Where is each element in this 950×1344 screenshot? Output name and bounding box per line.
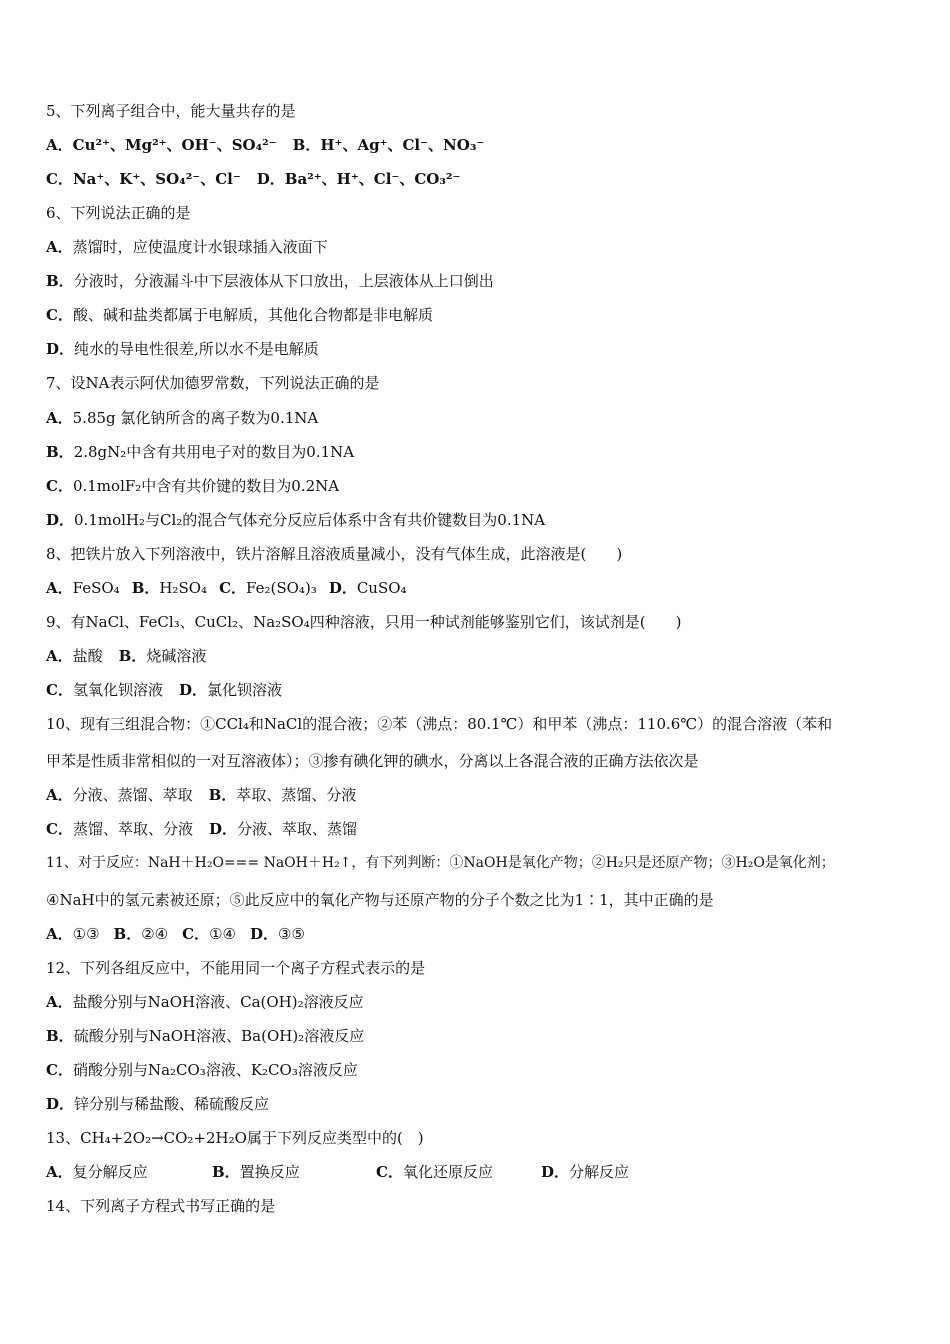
option-b-label: B． bbox=[131, 579, 160, 597]
option-c: 硝酸分别与Na₂CO₃溶液、K₂CO₃溶液反应 bbox=[72, 1061, 358, 1079]
option-c: Na⁺、K⁺、SO₄²⁻、Cl⁻ bbox=[72, 170, 241, 188]
option-c-label: C． bbox=[182, 925, 210, 943]
question-7-option-a bbox=[46, 408, 910, 428]
option-d: Ba²⁺、H⁺、Cl⁻、CO₃²⁻ bbox=[284, 170, 461, 188]
question-9-options-ab bbox=[46, 646, 910, 666]
question-number: 10、 bbox=[46, 715, 81, 733]
option-a-label: A． bbox=[46, 1163, 73, 1181]
question-text-continued: 甲苯是性质非常相似的一对互溶液体）；③掺有碘化钾的碘水，分离以上各混合液的正确方法依次是 bbox=[46, 752, 699, 770]
option-a-label: A． bbox=[46, 786, 73, 804]
option-a: 分液、蒸馏、萃取 bbox=[72, 786, 193, 804]
option-a: 蒸馏时，应使温度计水银球插入液面下 bbox=[72, 238, 328, 256]
question-number: 9、 bbox=[46, 613, 71, 631]
option-d: 纯水的导电性很差,所以水不是电解质 bbox=[74, 340, 319, 358]
question-8-options bbox=[46, 578, 910, 598]
question-12-option-b bbox=[46, 1026, 910, 1046]
option-d-label: D． bbox=[46, 340, 75, 358]
option-a-label: A． bbox=[46, 136, 73, 154]
option-c: 氢氧化钡溶液 bbox=[72, 681, 163, 699]
question-text: CH₄+2O₂→CO₂+2H₂O属于下列反应类型中的( ) bbox=[80, 1129, 424, 1147]
question-number: 11、 bbox=[46, 855, 78, 871]
question-12-option-c bbox=[46, 1060, 910, 1080]
question-text: 对于反应：NaH＋H₂O=== NaOH＋H₂↑，有下列判断：①NaOH是氧化产物；②H₂只是还原产物；③H₂O是氧化剂； bbox=[77, 855, 835, 871]
question-6-stem bbox=[46, 203, 910, 223]
question-text: 下列离子组合中，能大量共存的是 bbox=[70, 102, 296, 120]
option-b-label: B． bbox=[46, 272, 74, 290]
question-10-stem-line-2 bbox=[46, 751, 910, 771]
question-9-stem bbox=[46, 612, 910, 632]
question-number: 8、 bbox=[46, 545, 71, 563]
question-text: 设NA表示阿伏加德罗常数，下列说法正确的是 bbox=[70, 374, 380, 392]
option-c-label: C． bbox=[46, 681, 73, 699]
question-7-stem bbox=[46, 373, 910, 393]
question-text: 把铁片放入下列溶液中，铁片溶解且溶液质量减小，没有气体生成，此溶液是( ) bbox=[70, 545, 623, 563]
question-text-continued: ④NaH中的氢元素被还原；⑤此反应中的氧化产物与还原产物的分子个数之比为1∶1，其中正确的是 bbox=[46, 891, 714, 909]
question-6-option-c bbox=[46, 305, 910, 325]
option-a-label: A． bbox=[46, 647, 73, 665]
question-7-option-b bbox=[46, 442, 910, 462]
question-12-option-a bbox=[46, 992, 910, 1012]
question-5-options-cd bbox=[46, 169, 910, 189]
option-a: 盐酸分别与NaOH溶液、Ca(OH)₂溶液反应 bbox=[72, 993, 364, 1011]
option-d-label: D． bbox=[250, 925, 279, 943]
question-8-stem bbox=[46, 544, 910, 564]
option-d-label: D． bbox=[46, 511, 75, 529]
option-a: 盐酸 bbox=[72, 647, 103, 665]
option-a: FeSO₄ bbox=[72, 579, 120, 597]
option-c: 蒸馏、萃取、分液 bbox=[72, 820, 193, 838]
option-c-label: C． bbox=[46, 820, 73, 838]
option-a-label: A． bbox=[46, 579, 73, 597]
question-9-options-cd bbox=[46, 680, 910, 700]
question-14-stem bbox=[46, 1196, 910, 1216]
option-a-label: A． bbox=[46, 925, 73, 943]
question-number: 7、 bbox=[46, 374, 71, 392]
option-c: Fe₂(SO₄)₃ bbox=[246, 579, 317, 597]
option-c-label: C． bbox=[376, 1163, 403, 1181]
question-5-options-ab bbox=[46, 135, 910, 155]
option-a: 5.85g 氯化钠所含的离子数为0.1NA bbox=[72, 409, 319, 427]
option-d-label: D． bbox=[46, 1095, 75, 1113]
question-12-option-d bbox=[46, 1094, 910, 1114]
question-6-option-a bbox=[46, 237, 910, 257]
question-10-options-cd bbox=[46, 819, 910, 839]
question-number: 12、 bbox=[46, 959, 81, 977]
question-5-stem bbox=[46, 101, 910, 121]
option-c-label: C． bbox=[219, 579, 247, 597]
option-a-label: A． bbox=[46, 993, 73, 1011]
option-b-label: B． bbox=[212, 1163, 240, 1181]
option-d-label: D． bbox=[541, 1163, 570, 1181]
option-c-label: C． bbox=[46, 477, 73, 495]
option-a: 复分解反应 bbox=[72, 1163, 148, 1181]
option-d: ③⑤ bbox=[278, 925, 305, 943]
option-d-label: D． bbox=[256, 170, 285, 188]
option-c-label: C． bbox=[46, 170, 73, 188]
question-text: 有NaCl、FeCl₃、CuCl₂、Na₂SO₄四种溶液，只用一种试剂能够鉴别它们，该试剂是( ) bbox=[70, 613, 682, 631]
option-b: ②④ bbox=[141, 925, 169, 943]
option-b-label: B． bbox=[46, 443, 74, 461]
option-c: 氧化还原反应 bbox=[402, 1163, 493, 1181]
option-b: H₂SO₄ bbox=[159, 579, 208, 597]
option-b: 分液时，分液漏斗中下层液体从下口放出，上层液体从上口倒出 bbox=[73, 272, 494, 290]
question-13-stem bbox=[46, 1128, 910, 1148]
question-7-option-d bbox=[46, 510, 910, 530]
option-b: 萃取、蒸馏、分液 bbox=[236, 786, 357, 804]
question-11-options bbox=[46, 924, 910, 944]
option-c: 0.1molF₂中含有共价键的数目为0.2NA bbox=[72, 477, 340, 495]
question-text: 现有三组混合物：①CCl₄和NaCl的混合液；②苯（沸点：80.1℃）和甲苯（沸点：110.6℃）的混合溶液（苯和 bbox=[80, 715, 833, 733]
option-b: 烧碱溶液 bbox=[146, 647, 207, 665]
option-d: 0.1molH₂与Cl₂的混合气体充分反应后体系中含有共价键数目为0.1NA bbox=[74, 511, 546, 529]
question-number: 14、 bbox=[46, 1197, 81, 1215]
option-b: 硫酸分别与NaOH溶液、Ba(OH)₂溶液反应 bbox=[73, 1027, 365, 1045]
option-d: 锌分别与稀盐酸、稀硫酸反应 bbox=[74, 1095, 270, 1113]
option-d-label: D． bbox=[328, 579, 357, 597]
option-d-label: D． bbox=[178, 681, 207, 699]
question-6-option-d bbox=[46, 339, 910, 359]
option-b-label: B． bbox=[118, 647, 147, 665]
option-a-label: A． bbox=[46, 409, 73, 427]
option-d-label: D． bbox=[208, 820, 237, 838]
option-d: 氯化钡溶液 bbox=[206, 681, 282, 699]
question-text: 下列离子方程式书写正确的是 bbox=[80, 1197, 276, 1215]
option-b: H⁺、Ag⁺、Cl⁻、NO₃⁻ bbox=[320, 136, 485, 154]
option-c-label: C． bbox=[46, 306, 73, 324]
option-b-label: B． bbox=[292, 136, 321, 154]
question-text: 下列各组反应中，不能用同一个离子方程式表示的是 bbox=[80, 959, 426, 977]
option-d: 分液、萃取、蒸馏 bbox=[236, 820, 357, 838]
option-b: 2.8gN₂中含有共用电子对的数目为0.1NA bbox=[73, 443, 355, 461]
option-c-label: C． bbox=[46, 1061, 73, 1079]
option-b-label: B． bbox=[46, 1027, 74, 1045]
question-number: 13、 bbox=[46, 1129, 81, 1147]
option-a: Cu²⁺、Mg²⁺、OH⁻、SO₄²⁻ bbox=[72, 136, 277, 154]
option-a: ①③ bbox=[72, 925, 100, 943]
question-number: 6、 bbox=[46, 204, 71, 222]
option-a-label: A． bbox=[46, 238, 73, 256]
question-number: 5、 bbox=[46, 102, 71, 120]
question-6-option-b bbox=[46, 271, 910, 291]
question-10-stem-line-1 bbox=[46, 714, 910, 734]
question-12-stem bbox=[46, 958, 910, 978]
question-10-options-ab bbox=[46, 785, 910, 805]
option-c: 酸、碱和盐类都属于电解质，其他化合物都是非电解质 bbox=[72, 306, 433, 324]
question-11-stem-line-2 bbox=[46, 890, 910, 910]
question-11-stem-line-1 bbox=[46, 853, 910, 873]
option-b-label: B． bbox=[113, 925, 142, 943]
option-d: 分解反应 bbox=[569, 1163, 630, 1181]
option-d: CuSO₄ bbox=[356, 579, 407, 597]
option-c: ①④ bbox=[209, 925, 236, 943]
question-text: 下列说法正确的是 bbox=[70, 204, 191, 222]
question-7-option-c bbox=[46, 476, 910, 496]
option-b: 置换反应 bbox=[239, 1163, 300, 1181]
option-b-label: B． bbox=[208, 786, 237, 804]
